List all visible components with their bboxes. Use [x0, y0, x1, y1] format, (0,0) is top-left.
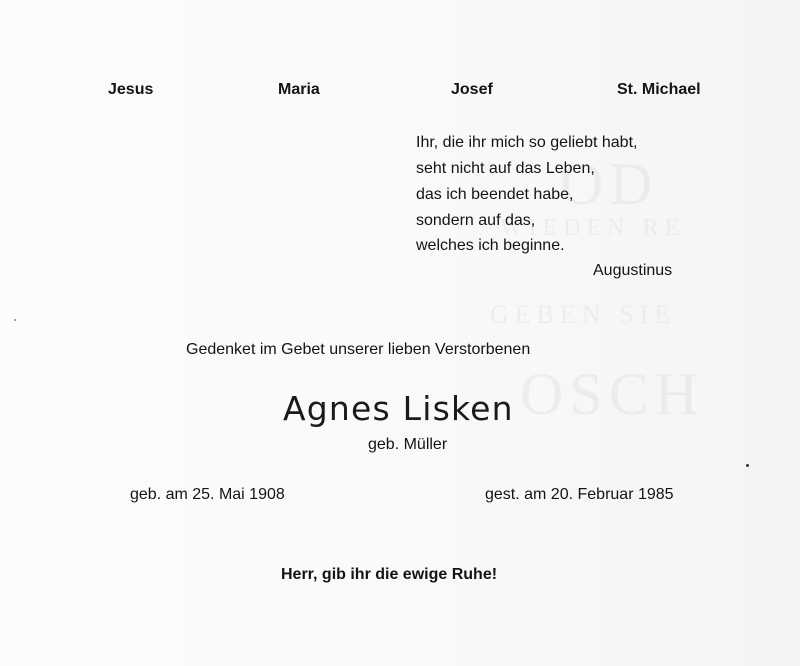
scan-speck — [746, 464, 749, 467]
poem-line: Ihr, die ihr mich so geliebt habt, — [416, 134, 638, 151]
poem-line: welches ich beginne. — [416, 237, 565, 254]
death-date: gest. am 20. Februar 1985 — [485, 486, 674, 503]
bleed-through-decoration — [490, 300, 676, 330]
poem-line: seht nicht auf das Leben, — [416, 160, 595, 177]
deceased-name: Agnes Lisken — [283, 389, 514, 428]
bleed-through-decoration — [520, 360, 704, 429]
maiden-name: geb. Müller — [368, 436, 448, 453]
poem-author: Augustinus — [593, 262, 673, 279]
header-name-st-michael: St. Michael — [617, 81, 701, 98]
memorial-intro: Gedenket im Gebet unserer lieben Verstorbenen — [186, 341, 531, 358]
header-name-maria: Maria — [278, 81, 320, 98]
header-name-josef: Josef — [451, 81, 493, 98]
poem-line: sondern auf das, — [416, 212, 536, 229]
closing-prayer: Herr, gib ihr die ewige Ruhe! — [281, 566, 498, 583]
birth-date: geb. am 25. Mai 1908 — [130, 486, 285, 503]
poem-line: das ich beendet habe, — [416, 186, 574, 203]
scan-speck — [14, 319, 16, 321]
header-name-jesus: Jesus — [108, 81, 154, 98]
